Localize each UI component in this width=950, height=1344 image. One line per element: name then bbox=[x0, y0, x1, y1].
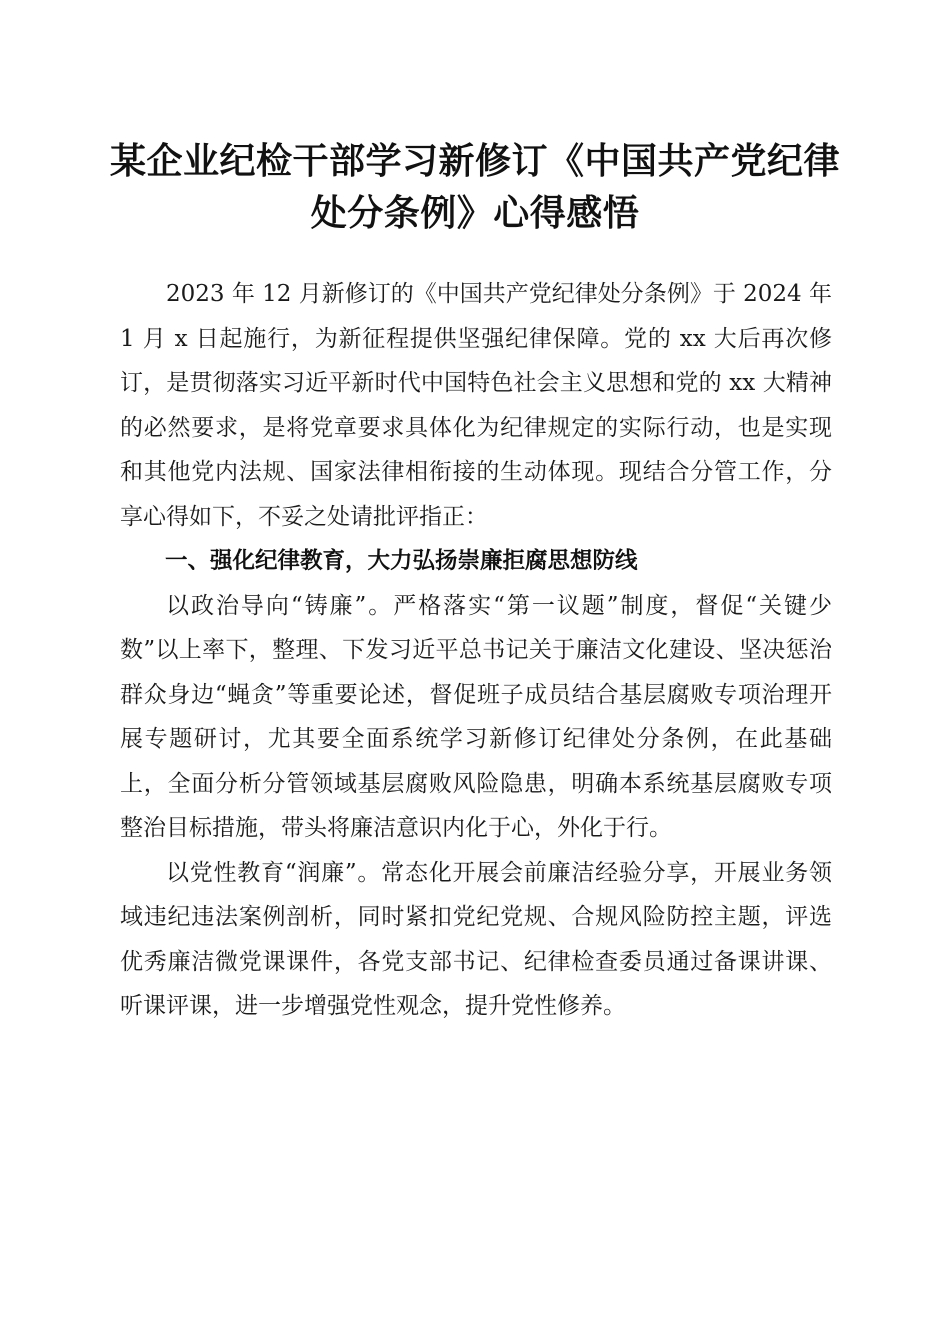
document-title bbox=[110, 135, 840, 239]
document-body bbox=[120, 272, 832, 1029]
section-heading-1: 一、强化纪律教育，大力弘扬崇廉拒腐思想防线 bbox=[165, 548, 638, 574]
intro-paragraph: 2023 年 12 月新修订的《中国共产党纪律处分条例》于 2024 年 1 月 x 日起施行，为新征程提供坚强纪律保障。党的 xx 大后再次修订，是贯彻落实习近平新时代中国特色社会主义思想和党的 xx 大精神的必然要求，是将党章要求具体化为纪律规定的实际行动，也是实现和其他党内法规、国家法律相衔接的生动体现。现结合分管工作，分享心得如下，不妥之处请批评指正： bbox=[120, 281, 832, 530]
body-paragraph: 以党性教育“润廉”。常态化开展会前廉洁经验分享，开展业务领域违纪违法案例剖析，同时紧扣党纪党规、合规风险防控主题，评选优秀廉洁微党课课件，各党支部书记、纪律检查委员通过备课讲课、听课评课，进一步增强党性观念，提升党性修养。 bbox=[120, 859, 832, 1019]
body-paragraph: 以政治导向“铸廉”。严格落实“第一议题”制度，督促“关键少数”以上率下，整理、下发习近平总书记关于廉洁文化建设、坚决惩治群众身边“蝇贪”等重要论述，督促班子成员结合基层腐败专项治理开展专题研讨，尤其要全面系统学习新修订纪律处分条例，在此基础上，全面分析分管领域基层腐败风险隐患，明确本系统基层腐败专项整治目标措施，带头将廉洁意识内化于心，外化于行。 bbox=[120, 592, 832, 841]
title-line-2: 处分条例》心得感悟 bbox=[310, 192, 640, 234]
title-line-1: 某企业纪检干部学习新修订《中国共产党纪律 bbox=[110, 140, 841, 182]
